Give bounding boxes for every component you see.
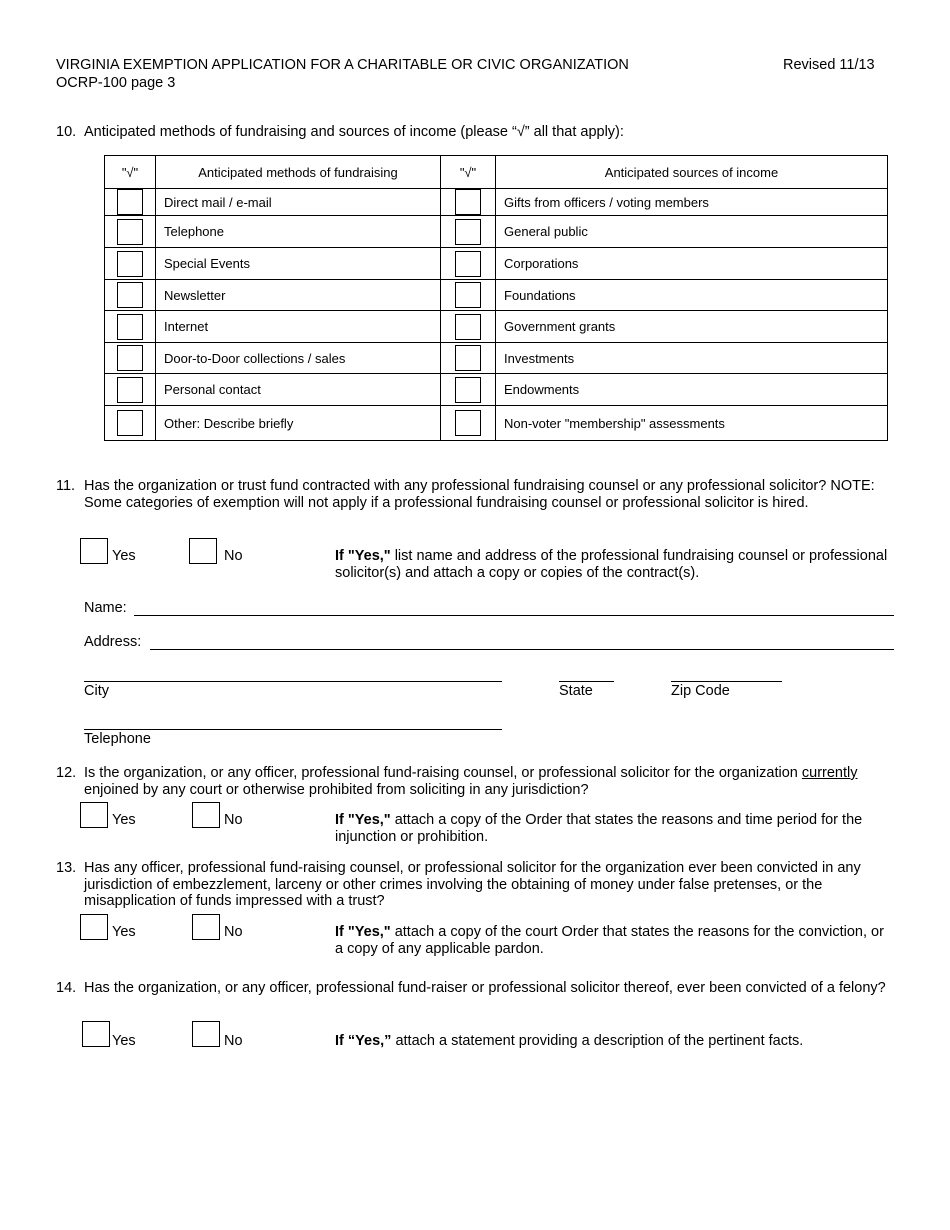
q12-yes-checkbox[interactable] xyxy=(80,802,108,828)
if-yes-label: If "Yes," xyxy=(335,812,391,828)
q13-no-label: No xyxy=(224,924,243,940)
checkbox[interactable] xyxy=(117,345,143,371)
source-checkbox-cell[interactable] xyxy=(441,374,496,406)
source-label: Corporations xyxy=(496,248,888,280)
q14-instruction xyxy=(335,1033,895,1050)
method-checkbox-cell[interactable] xyxy=(105,374,156,406)
method-checkbox-cell[interactable] xyxy=(105,343,156,374)
question-text: Has any officer, professional fund-raising counsel, or professional solicitor for the organization ever been convicted in any jurisdiction of embezzlement, larceny or other crimes involving the obtaining of money under false pretenses, or the misapplication of funds impressed with a trust? xyxy=(84,860,861,909)
checkbox[interactable] xyxy=(117,410,143,436)
method-label: Newsletter xyxy=(156,280,441,311)
zip-field[interactable] xyxy=(671,681,782,682)
q13-yes-label: Yes xyxy=(112,924,136,940)
checkbox[interactable] xyxy=(117,282,143,308)
checkbox[interactable] xyxy=(117,251,143,277)
q11-yes-checkbox[interactable] xyxy=(80,538,108,564)
if-yes-label: If "Yes," xyxy=(335,548,391,564)
question-number: 14. xyxy=(56,980,77,996)
city-label: City xyxy=(84,683,109,699)
table-row xyxy=(105,374,888,406)
text-before: Is the organization, or any officer, professional fund-raising counsel, or professional solicitor for the organization xyxy=(84,765,802,781)
method-checkbox-cell[interactable] xyxy=(105,248,156,280)
q11-yes-label: Yes xyxy=(112,548,136,564)
question-text xyxy=(84,765,896,798)
method-label: Internet xyxy=(156,311,441,343)
name-field[interactable] xyxy=(134,615,894,616)
telephone-field[interactable] xyxy=(84,729,502,730)
zip-label: Zip Code xyxy=(671,683,730,699)
method-label: Other: Describe briefly xyxy=(156,406,441,441)
source-label: Endowments xyxy=(496,374,888,406)
checkbox[interactable] xyxy=(455,282,481,308)
method-label: Direct mail / e-mail xyxy=(156,189,441,216)
address-label: Address: xyxy=(84,634,142,650)
q12-no-checkbox[interactable] xyxy=(192,802,220,828)
source-checkbox-cell[interactable] xyxy=(441,248,496,280)
table-row xyxy=(105,311,888,343)
checkbox[interactable] xyxy=(455,314,481,340)
method-checkbox-cell[interactable] xyxy=(105,406,156,441)
table-row xyxy=(105,343,888,374)
table-header-row xyxy=(105,156,888,189)
address-field[interactable] xyxy=(150,649,894,650)
table-row xyxy=(105,216,888,248)
source-checkbox-cell[interactable] xyxy=(441,311,496,343)
q11-no-checkbox[interactable] xyxy=(189,538,217,564)
table-row xyxy=(105,189,888,216)
method-checkbox-cell[interactable] xyxy=(105,280,156,311)
question-number: 12. xyxy=(56,765,77,781)
city-field[interactable] xyxy=(84,681,502,682)
state-field[interactable] xyxy=(559,681,614,682)
if-yes-label: If “Yes,” xyxy=(335,1033,392,1049)
form-title: VIRGINIA EXEMPTION APPLICATION FOR A CHARITABLE OR CIVIC ORGANIZATION xyxy=(56,57,629,73)
q13-yes-checkbox[interactable] xyxy=(80,914,108,940)
page-label: OCRP-100 page 3 xyxy=(56,75,176,91)
source-checkbox-cell[interactable] xyxy=(441,280,496,311)
q14-no-label: No xyxy=(224,1033,243,1049)
question-number: 13. xyxy=(56,860,77,876)
checkbox[interactable] xyxy=(455,345,481,371)
q13-no-checkbox[interactable] xyxy=(192,914,220,940)
question-text: Has the organization or trust fund contracted with any professional fundraising counsel or any professional solicitor? NOTE: Some categories of exemption will not apply if a professional fundraising counsel or professional solicitor is hired. xyxy=(84,478,875,511)
source-checkbox-cell[interactable] xyxy=(441,406,496,441)
instruction-text: attach a copy of the court Order that states the reasons for the conviction, or a copy of any applicable pardon. xyxy=(335,924,884,957)
source-label: Investments xyxy=(496,343,888,374)
text-after: enjoined by any court or otherwise prohibited from soliciting in any jurisdiction? xyxy=(84,781,589,798)
check-column-header: "√" xyxy=(105,156,156,189)
method-label: Personal contact xyxy=(156,374,441,406)
sources-column-header: Anticipated sources of income xyxy=(496,156,888,189)
method-checkbox-cell[interactable] xyxy=(105,216,156,248)
method-label: Telephone xyxy=(156,216,441,248)
table-row xyxy=(105,248,888,280)
checkbox[interactable] xyxy=(117,219,143,245)
source-label: Non-voter "membership" assessments xyxy=(496,406,888,441)
source-label: Gifts from officers / voting members xyxy=(496,189,888,216)
source-checkbox-cell[interactable] xyxy=(441,343,496,374)
question-text: Has the organization, or any officer, professional fund-raiser or professional solicitor thereof, ever been convicted of a felony? xyxy=(84,980,886,996)
underlined-word: currently xyxy=(801,765,858,781)
checkbox[interactable] xyxy=(455,410,481,436)
q11-instruction xyxy=(335,548,895,582)
instruction-text: list name and address of the professional fundraising counsel or professional solicitor(s) and attach a copy or copies of the contract(s). xyxy=(335,548,888,581)
question-text: Anticipated methods of fundraising and sources of income (please “√” all that apply): xyxy=(84,124,624,140)
checkbox[interactable] xyxy=(455,251,481,277)
checkbox[interactable] xyxy=(117,314,143,340)
checkbox[interactable] xyxy=(117,377,143,403)
checkbox[interactable] xyxy=(455,377,481,403)
q13-instruction xyxy=(335,924,895,958)
q14-yes-checkbox[interactable] xyxy=(82,1021,110,1047)
instruction-text: attach a copy of the Order that states the reasons and time period for the injunction or prohibition. xyxy=(335,812,863,845)
q12-no-label: No xyxy=(224,812,243,828)
revision-date: Revised 11/13 xyxy=(783,57,875,73)
method-label: Special Events xyxy=(156,248,441,280)
source-label: Foundations xyxy=(496,280,888,311)
method-label: Door-to-Door collections / sales xyxy=(156,343,441,374)
fundraising-table xyxy=(104,155,888,441)
question-number: 11. xyxy=(56,478,76,494)
q12-yes-label: Yes xyxy=(112,812,136,828)
q14-yes-label: Yes xyxy=(112,1033,136,1049)
method-checkbox-cell[interactable] xyxy=(105,311,156,343)
telephone-label: Telephone xyxy=(84,731,151,747)
if-yes-label: If "Yes," xyxy=(335,924,391,940)
checkbox[interactable] xyxy=(455,219,481,245)
source-label: Government grants xyxy=(496,311,888,343)
method-checkbox-cell[interactable] xyxy=(105,189,156,216)
name-label: Name: xyxy=(84,600,127,616)
q12-instruction xyxy=(335,812,895,846)
q11-no-label: No xyxy=(224,548,243,564)
checkbox[interactable] xyxy=(117,189,143,215)
table-row xyxy=(105,280,888,311)
question-number: 10. xyxy=(56,124,77,140)
methods-column-header: Anticipated methods of fundraising xyxy=(156,156,441,189)
source-checkbox-cell[interactable] xyxy=(441,216,496,248)
table-row xyxy=(105,406,888,441)
source-label: General public xyxy=(496,216,888,248)
checkbox[interactable] xyxy=(455,189,481,215)
source-checkbox-cell[interactable] xyxy=(441,189,496,216)
state-label: State xyxy=(559,683,593,699)
check-column-header: "√" xyxy=(441,156,496,189)
q14-no-checkbox[interactable] xyxy=(192,1021,220,1047)
instruction-text: attach a statement providing a description of the pertinent facts. xyxy=(391,1033,804,1049)
